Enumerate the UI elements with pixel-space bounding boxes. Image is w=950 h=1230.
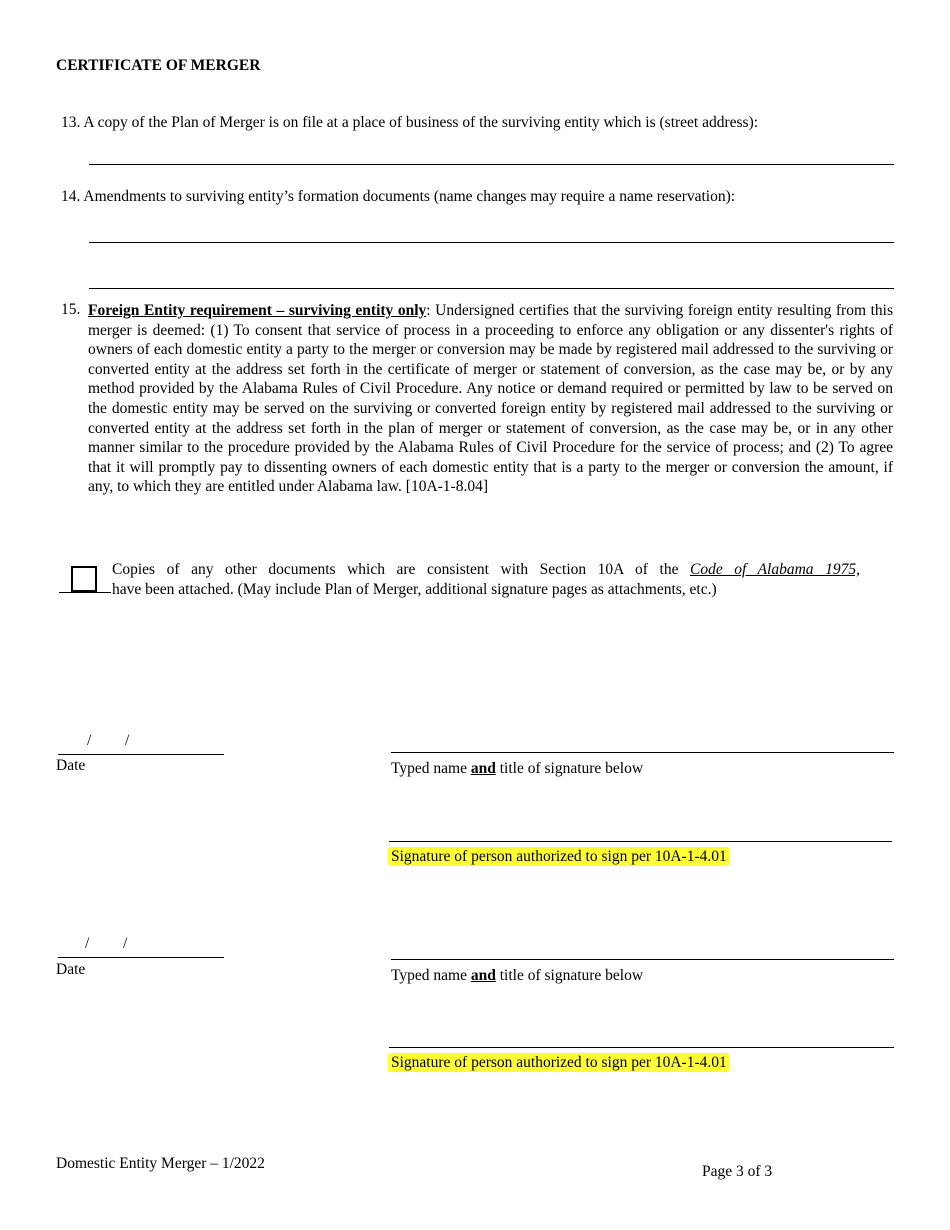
signature-field[interactable] bbox=[389, 841, 892, 842]
signature-label bbox=[388, 848, 730, 866]
typed-name-field[interactable] bbox=[391, 752, 894, 753]
typed-name-label bbox=[391, 967, 643, 985]
item-15-body: : Undersigned certifies that the surviving foreign entity resulting from this merger is deemed: (1) To consent that service of process in a proceeding to enforce any obligation or any dissenter's rights of owners of each domestic entity a party to the merger or conversion may be made by registered mail addressed to the surviving or converted entity at the address set forth in the certificate of merger or statement of conversion, as the case may be, or by any method provided by the Alabama Rules of Civil Procedure. Any notice or demand required or permitted by law to be served on the domestic entity may be served on the surviving or converted foreign entity by registered mail addressed to the surviving or converted entity at the address set forth in the plan of merger or statement of conversion, as the case may be, or in any other manner similar to the procedure provided by the Alabama Rules of Civil Procedure for the service of process; and (2) To agree that it will promptly pay to dissenting owners of each domestic entity that is a party to the merger or conversion the amount, if any, to which they are entitled under Alabama law. [10A-1-8.04] bbox=[88, 302, 893, 496]
typed-name-and: and bbox=[470, 760, 496, 777]
date-field[interactable] bbox=[58, 957, 224, 958]
date-slash: / bbox=[85, 935, 90, 952]
date-field[interactable] bbox=[58, 754, 224, 755]
attachments-checkbox[interactable] bbox=[71, 566, 97, 592]
typed-name-label-text: title of signature below bbox=[495, 760, 644, 777]
typed-name-label bbox=[391, 760, 643, 778]
amendments-field-1[interactable] bbox=[89, 242, 894, 243]
checkbox-underline bbox=[59, 592, 111, 593]
code-of-alabama-ref: Code of Alabama 1975, bbox=[690, 561, 860, 578]
signature-label-highlight: Signature of person authorized to sign per 10A-1-4.01 bbox=[388, 847, 730, 866]
attachments-text bbox=[112, 560, 860, 600]
typed-name-and: and bbox=[470, 967, 496, 984]
signature-label-highlight: Signature of person authorized to sign per 10A-1-4.01 bbox=[388, 1053, 730, 1072]
date-slash: / bbox=[125, 732, 130, 749]
amendments-field-2[interactable] bbox=[89, 288, 894, 289]
typed-name-label-text: title of signature below bbox=[495, 967, 644, 984]
date-slash: / bbox=[87, 732, 92, 749]
item-15-heading: Foreign Entity requirement – surviving entity only bbox=[88, 302, 427, 319]
attachments-line-2: have been attached. (May include Plan of Merger, additional signature pages as attachments, etc.) bbox=[112, 581, 717, 598]
item-14-text: 14. Amendments to surviving entity’s formation documents (name changes may require a name reservation): bbox=[61, 188, 736, 205]
date-slash: / bbox=[123, 935, 128, 952]
page-title: CERTIFICATE OF MERGER bbox=[56, 57, 261, 74]
footer-form-name: Domestic Entity Merger – 1/2022 bbox=[56, 1155, 265, 1172]
item-13-text: 13. A copy of the Plan of Merger is on file at a place of business of the surviving entity which is (street address): bbox=[61, 114, 759, 131]
typed-name-label-text: Typed name bbox=[391, 967, 471, 984]
date-label: Date bbox=[56, 757, 86, 774]
attachments-line-1 bbox=[112, 560, 860, 580]
attachments-line-1-text: Copies of any other documents which are consistent with Section 10A of the bbox=[112, 561, 690, 578]
item-15-number: 15. bbox=[61, 301, 81, 318]
typed-name-label-text: Typed name bbox=[391, 760, 471, 777]
date-label: Date bbox=[56, 961, 86, 978]
typed-name-field[interactable] bbox=[391, 959, 894, 960]
signature-field[interactable] bbox=[389, 1047, 894, 1048]
signature-label bbox=[388, 1054, 730, 1072]
street-address-field[interactable] bbox=[89, 164, 894, 165]
footer-page-number: Page 3 of 3 bbox=[702, 1163, 773, 1180]
item-15-paragraph bbox=[88, 301, 893, 497]
